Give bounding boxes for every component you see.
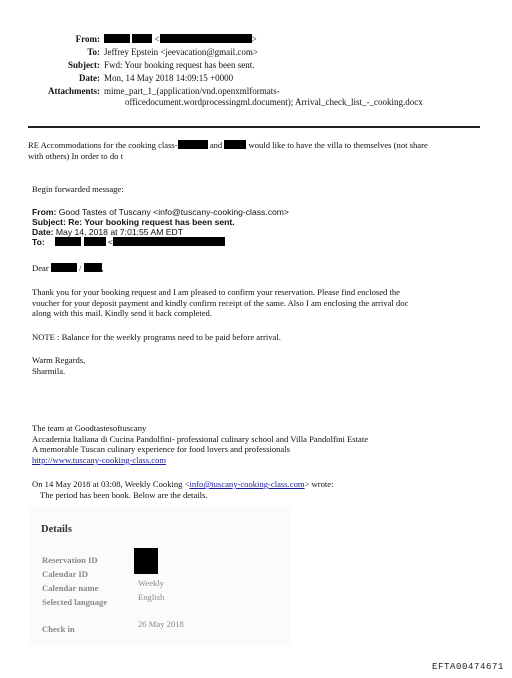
header-from-label: From: — [75, 34, 100, 44]
redaction — [104, 34, 130, 43]
document-id: EFTA00474671 — [431, 662, 504, 672]
details-row-calendar-name: Calendar name Weekly — [42, 578, 165, 593]
redaction — [84, 237, 106, 246]
intro-text: RE Accommodations for the cooking class- and would like to have the villa to themselves (not share with others) In order to do t — [28, 140, 428, 161]
redaction — [132, 34, 152, 43]
forward-from-row: From: Good Tastes of Tuscany <info@tuscany-cooking-class.com> — [32, 207, 289, 217]
details-row-reservation: Reservation ID — [42, 555, 98, 565]
header-date-value: Mon, 14 May 2018 14:09:15 +0000 — [104, 73, 234, 83]
email-header: From: < > To: Jeffrey Epstein <jeevacation@gmail.com> Subject: Fwd: Your booking request has been sent. Date: Mon, 14 May 2018 14:09:15 +0000 Attachments: mime_part_1_(application/vnd.openxmlformats- officedocument.wordprocessingml.document); Arrival_check_list_-_cooking.docx — [0, 0, 512, 120]
forward-subject-row: Subject: Re: Your booking request has been sent. — [32, 217, 235, 227]
header-subject-value: Fwd: Your booking request has been sent. — [104, 60, 255, 70]
forward-begin: Begin forwarded message: — [32, 184, 124, 194]
header-divider — [28, 126, 480, 128]
header-subject-label: Subject: — [68, 60, 100, 70]
letter-paragraph: Thank you for your booking request and I am pleased to confirm your reservation. Please find enclosed the voucher for your deposit payment and kindly confirm receipt of the same. Also I am enclosing the arrival doc along with this mail. Kindly send it back completed. — [32, 287, 409, 318]
header-date-label: Date: — [79, 73, 100, 83]
signature-block: The team at Goodtastesoftuscany Accademia Italiana di Cucina Pandolfini- professional culinary school and Villa Pandolfini Estate A memorable Tuscan culinary experience for food lovers and professionals http://www.tuscany-cooking-class.com — [32, 423, 369, 465]
redaction — [55, 237, 81, 246]
header-attachments-line2: officedocument.wordprocessingml.document); Arrival_check_list_-_cooking.docx — [125, 97, 423, 107]
redaction — [134, 548, 158, 574]
forward-header — [32, 207, 289, 247]
website-link[interactable]: http://www.tuscany-cooking-class.com — [32, 454, 167, 465]
letter-note: NOTE : Balance for the weekly programs need to be paid before arrival. — [32, 332, 281, 342]
forward-to-row: To: < — [32, 237, 289, 247]
redaction — [113, 237, 225, 246]
quote-block: On 14 May 2018 at 03:08, Weekly Cooking <info@tuscany-cooking-class.com> wrote: The period has been book. Below are the details. — [32, 479, 334, 500]
details-row-language: Selected language English — [42, 592, 165, 607]
header-to-label: To: — [87, 47, 100, 57]
letter-greeting: Dear / , — [32, 263, 104, 273]
header-attachments-line1: mime_part_1_(application/vnd.openxmlformats- — [104, 86, 280, 96]
details-row-calendar-id: Calendar ID — [42, 569, 88, 579]
header-to-value: Jeffrey Epstein <jeevacation@gmail.com> — [104, 47, 258, 57]
redaction — [84, 263, 102, 272]
redaction — [224, 140, 246, 149]
email-link[interactable]: info@tuscany-cooking-class.com — [189, 479, 305, 489]
details-row-checkin: Check in 26 May 2018 — [42, 619, 184, 634]
letter-signoff: Warm Regards, Sharmila. — [32, 355, 86, 376]
header-attachments-label: Attachments: — [48, 86, 100, 96]
forward-date-row: Date: May 14, 2018 at 7:01:55 AM EDT — [32, 227, 183, 237]
redaction — [160, 34, 252, 43]
redaction — [51, 263, 77, 272]
details-title: Details — [41, 524, 72, 535]
redaction — [178, 140, 208, 149]
